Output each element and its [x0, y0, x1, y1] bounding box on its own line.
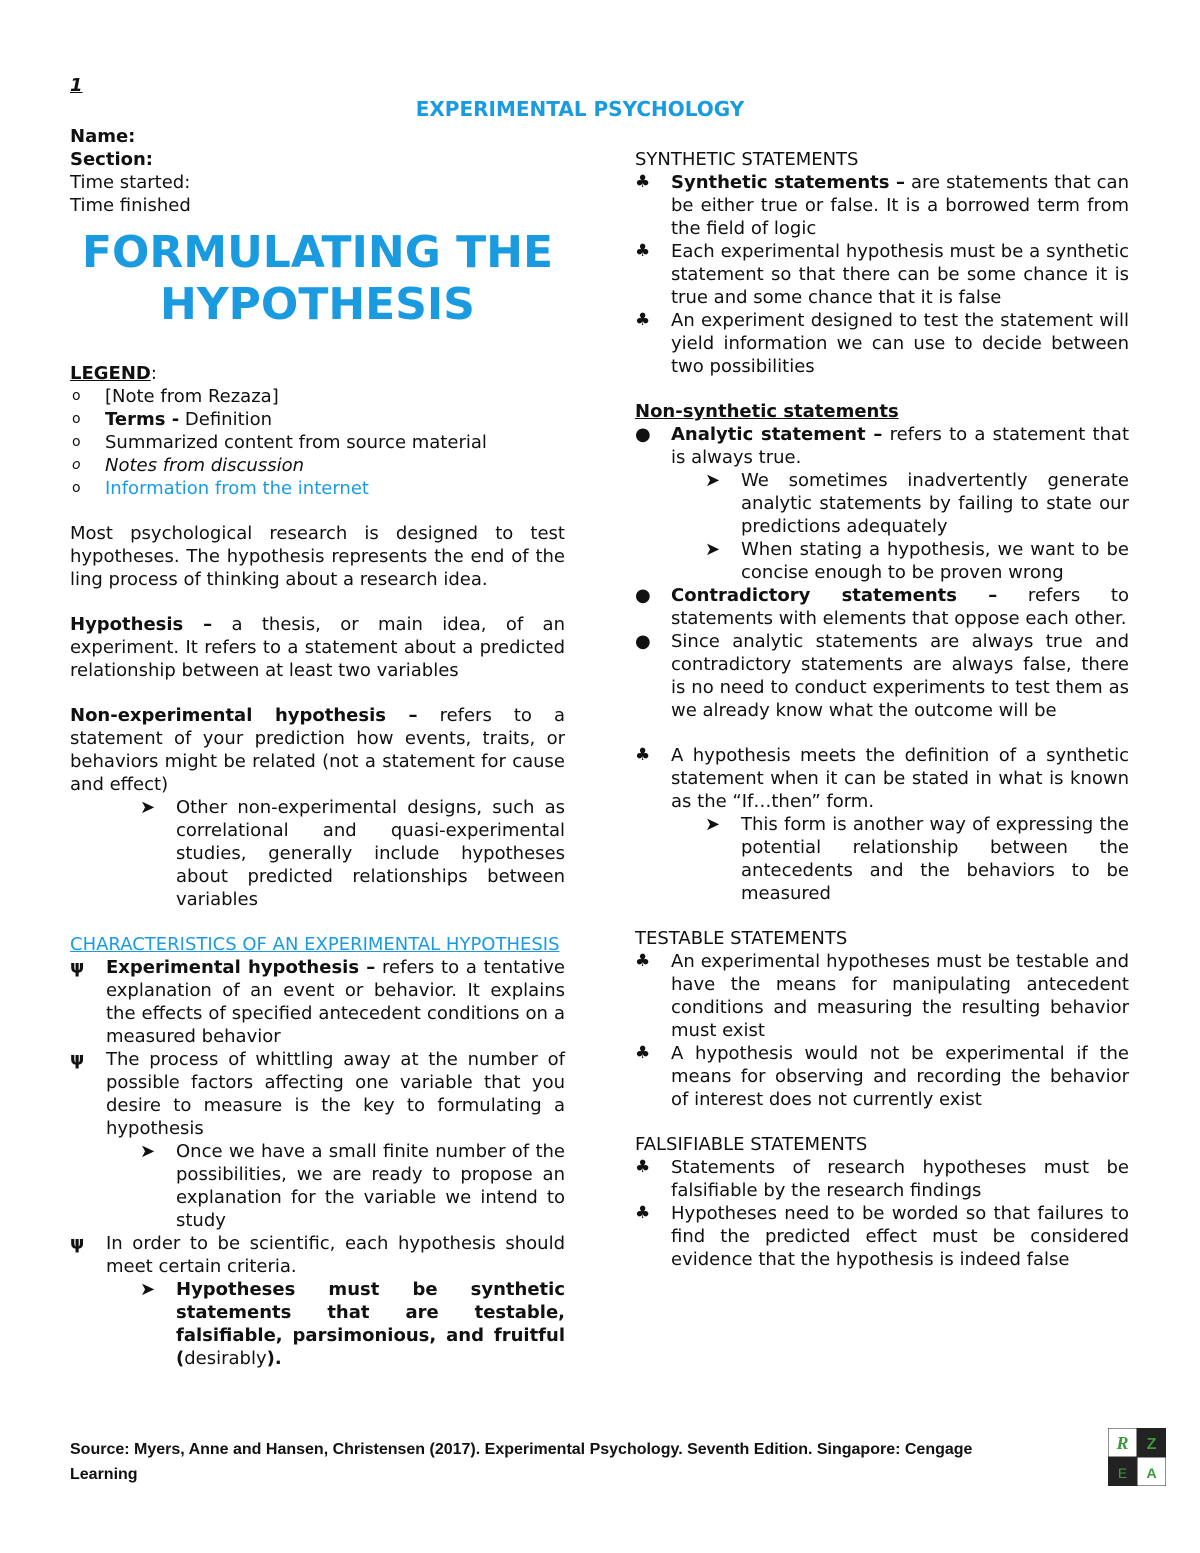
whittling-sub: Once we have a small finite number of the possibilities, we are ready to propose an explanation for the variable we intend to study [176, 1141, 565, 1231]
contra-term: Contradictory statements – [671, 585, 998, 606]
time-finished-field: Time finished [70, 195, 191, 216]
page-number: 1 [70, 75, 83, 96]
list-item [70, 1048, 565, 1140]
club-bullet-icon: ♣ [635, 951, 651, 971]
legend-definition: Definition [179, 409, 273, 430]
time-started-field: Time started: [70, 172, 191, 193]
criteria-plain: desirably [184, 1348, 267, 1369]
list-item [70, 1232, 565, 1278]
list-item [635, 744, 1129, 813]
arrow-bullet-icon: ➤ [705, 539, 721, 560]
dot-bullet-icon: ● [635, 631, 651, 652]
club-bullet-icon: ♣ [635, 172, 651, 192]
testable-t1: An experimental hypotheses must be testable and have the means for manipulating antecedent conditions and measuring the resulting behavior must exist [671, 951, 1129, 1041]
legend-internet: Information from the internet [105, 478, 369, 499]
legend-summarized: Summarized content from source material [105, 432, 487, 453]
title-line-1: FORMULATING THE [81, 227, 554, 278]
arrow-bullet-icon: ➤ [705, 470, 721, 491]
ifthen-sub: This form is another way of expressing the potential relationship between the antecedents and the behaviors to be measured [741, 814, 1129, 904]
logo-letter: E [1117, 1465, 1128, 1481]
ifthen-text: A hypothesis meets the definition of a synthetic statement when it can be stated in what is known as the “If…then” form. [671, 745, 1129, 812]
circle-bullet-icon: o [72, 434, 81, 450]
logo-letter: R [1116, 1433, 1129, 1453]
hypothesis-definition [70, 613, 565, 682]
legend-suffix: : [150, 363, 157, 384]
list-item [635, 240, 1129, 309]
left-column [70, 125, 565, 1370]
club-bullet-icon: ♣ [635, 1043, 651, 1063]
list-item [635, 950, 1129, 1042]
legend-discussion: Notes from discussion [105, 455, 305, 476]
analytic-term: Analytic statement – [671, 424, 883, 445]
logo-letter: Z [1146, 1436, 1157, 1453]
list-item [635, 423, 1129, 469]
legend-item [70, 454, 565, 477]
legend-item [70, 431, 565, 454]
analytic-def: refers to a statement that is always true. [671, 424, 1130, 468]
since-text: Since analytic statements are always true and contradictory statements are always false, there is no need to conduct experiments to test them as we already know what the outcome will be [671, 631, 1129, 721]
falsifiable-heading: FALSIFIABLE STATEMENTS [635, 1134, 868, 1155]
list-item [70, 796, 565, 911]
dot-bullet-icon: ● [635, 424, 651, 445]
falsifiable-f2: Hypotheses need to be worded so that failures to find the predicted effect must be considered evidence that the hypothesis is indeed false [671, 1203, 1129, 1270]
circle-bullet-icon: o [72, 457, 81, 473]
list-item [635, 469, 1129, 538]
testable-t2: A hypothesis would not be experimental if the means for observing and recording the behavior of interest does not currently exist [671, 1043, 1129, 1110]
arrow-bullet-icon: ➤ [140, 797, 156, 818]
analytic-sub1: We sometimes inadvertently generate analytic statements by failing to state our predictions adequately [741, 470, 1129, 537]
nonexp-term: Non-experimental hypothesis – [70, 705, 418, 726]
nonexp-def: refers to a statement of your prediction how events, traits, or behaviors might be related (not a statement for cause and effect) [70, 705, 565, 795]
list-item [70, 1278, 565, 1370]
dot-bullet-icon: ● [635, 585, 651, 606]
psi-bullet-icon: ψ [70, 1233, 85, 1254]
legend-terms: Terms - [105, 409, 180, 430]
list-item [635, 1156, 1129, 1202]
list-item [635, 1202, 1129, 1271]
name-field: Name: [70, 126, 136, 147]
title-line-2: HYPOTHESIS [160, 279, 475, 330]
logo-letter: A [1146, 1465, 1157, 1481]
characteristics-heading: CHARACTERISTICS OF AN EXPERIMENTAL HYPOTHESIS [70, 934, 560, 955]
list-item [635, 630, 1129, 722]
nonexp-sub: Other non-experimental designs, such as correlational and quasi-experimental studies, generally include hypotheses about predicted relationships between variables [176, 797, 565, 910]
exp-def: refers to a tentative explanation of an event or behavior. It explains the effects of specified antecedent conditions on a measured behavior [106, 957, 565, 1047]
nonexperimental-definition [70, 704, 565, 796]
scientific-text: In order to be scientific, each hypothesis should meet certain criteria. [106, 1233, 565, 1277]
list-item [635, 813, 1129, 905]
circle-bullet-icon: o [72, 411, 81, 427]
circle-bullet-icon: o [72, 480, 81, 496]
circle-bullet-icon: o [72, 388, 81, 404]
synthetic-def: are statements that can be either true or false. It is a borrowed term from the field of logic [671, 172, 1129, 239]
legend-label: LEGEND [70, 363, 151, 384]
criteria-end: ). [266, 1348, 282, 1369]
list-item [635, 584, 1129, 630]
arrow-bullet-icon: ➤ [705, 814, 721, 835]
footer-line-2: Learning [70, 1466, 138, 1483]
list-item [70, 1140, 565, 1232]
criteria-bold: Hypotheses must be synthetic statements that are testable, falsifiable, parsimonious, and fruitful ( [176, 1279, 565, 1369]
psi-bullet-icon: ψ [70, 1049, 85, 1070]
arrow-bullet-icon: ➤ [140, 1279, 156, 1300]
rezaza-logo [1108, 1428, 1166, 1486]
hypothesis-term: Hypothesis – [70, 614, 213, 635]
legend-item [70, 408, 565, 431]
legend-note: [Note from Rezaza] [105, 386, 279, 407]
nonsynthetic-heading: Non-synthetic statements [635, 401, 899, 422]
whittling-text: The process of whittling away at the number of possible factors affecting one variable that you desire to measure is the key to formulating a hypothesis [106, 1049, 565, 1139]
list-item [635, 171, 1129, 240]
legend-item [70, 477, 565, 500]
section-field: Section: [70, 149, 153, 170]
footer-line-1: Source: Myers, Anne and Hansen, Christensen (2017). Experimental Psychology. Seventh Edition. Singapore: Cengage [70, 1441, 973, 1458]
source-footer [70, 1437, 1030, 1487]
analytic-sub2: When stating a hypothesis, we want to be concise enough to be proven wrong [741, 539, 1129, 583]
hypothesis-def: a thesis, or main idea, of an experiment. It refers to a statement about a predicted relationship between at least two variables [70, 614, 565, 681]
contra-def: refers to statements with elements that oppose each other. [671, 585, 1129, 629]
list-item [635, 538, 1129, 584]
legend-item [70, 385, 565, 408]
club-bullet-icon: ♣ [635, 310, 651, 330]
intro-paragraph: Most psychological research is designed to test hypotheses. The hypothesis represents the end of the ling process of thinking about a research idea. [70, 523, 565, 590]
club-bullet-icon: ♣ [635, 1203, 651, 1223]
legend-heading [70, 362, 565, 385]
list-item [635, 309, 1129, 378]
right-column [635, 148, 1129, 1271]
list-item [635, 1042, 1129, 1111]
club-bullet-icon: ♣ [635, 1157, 651, 1177]
arrow-bullet-icon: ➤ [140, 1141, 156, 1162]
synthetic-s3: An experiment designed to test the statement will yield information we can use to decide between two possibilities [671, 310, 1129, 377]
document-heading: EXPERIMENTAL PSYCHOLOGY [415, 97, 745, 121]
psi-bullet-icon: ψ [70, 957, 85, 978]
club-bullet-icon: ♣ [635, 745, 651, 765]
club-bullet-icon: ♣ [635, 241, 651, 261]
exp-term: Experimental hypothesis – [106, 957, 376, 978]
testable-heading: TESTABLE STATEMENTS [635, 928, 848, 949]
synthetic-term: Synthetic statements – [671, 172, 906, 193]
page-title [70, 227, 565, 331]
synthetic-heading: SYNTHETIC STATEMENTS [635, 149, 859, 170]
list-item [70, 956, 565, 1048]
falsifiable-f1: Statements of research hypotheses must be falsifiable by the research findings [671, 1157, 1129, 1201]
synthetic-s2: Each experimental hypothesis must be a synthetic statement so that there can be some chance it is true and some chance that it is false [671, 241, 1129, 308]
